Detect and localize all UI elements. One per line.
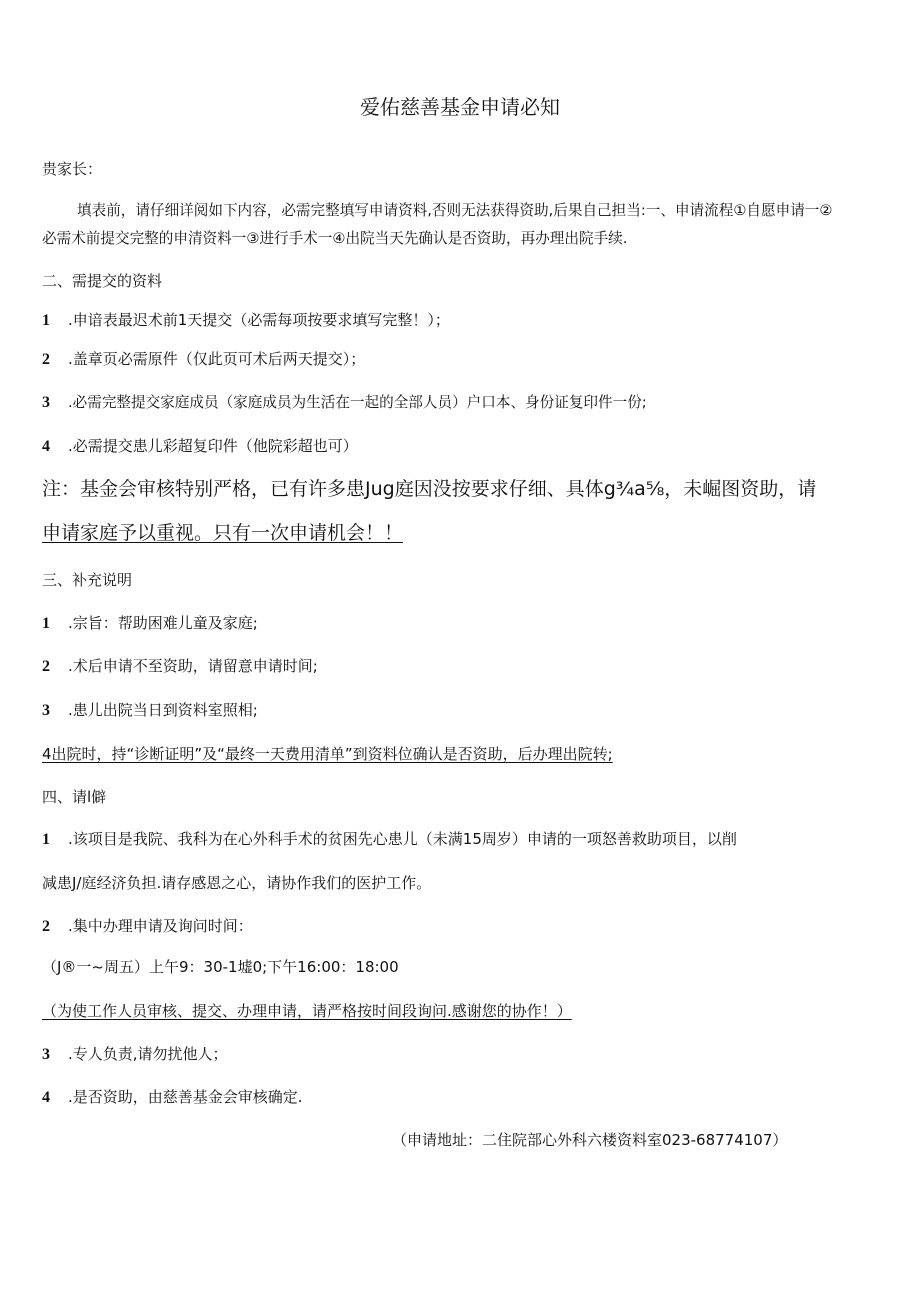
item-text: .患儿出院当日到资料室照相; — [68, 701, 258, 719]
item-text: .该项目是我院、我科为在心外科手术的贫困先心患儿（未满15周岁）申请的一项怒善救助项目，以削 — [68, 830, 737, 848]
section4-item-1-cont: 减患J/庭经济负担.请存感恩之心，请协作我们的医护工作。 — [42, 874, 432, 892]
salutation: 贵家长： — [42, 160, 103, 178]
office-hours: （J®一~周五）上午9：30-1墟0;下午16:00：18:00 — [42, 958, 399, 976]
item-number: 3 — [42, 394, 50, 411]
item-text: .集中办理申请及询问时间： — [68, 917, 253, 935]
item-number: 3 — [42, 1046, 50, 1063]
item-number: 1 — [42, 312, 50, 329]
item-text: .盖章页必需原件（仅此页可术后两天提交）； — [68, 350, 366, 368]
section2-heading: 二、需提交的资料 — [42, 272, 163, 290]
item-text: .宗旨：帮助困难儿童及家庭; — [68, 614, 258, 632]
section3-item-4: 4出院时，持“诊断证明”及“最终一天费用清单”到资料位确认是否资助，后办理出院转; — [42, 745, 613, 763]
section3-item-2 — [42, 656, 318, 677]
section2-item-2 — [42, 349, 365, 370]
section2-item-4 — [42, 436, 358, 457]
item-text: .术后申请不至资助，请留意申请时间; — [68, 657, 318, 675]
section4-heading: 四、请l僻 — [42, 788, 107, 806]
item-number: 4 — [42, 438, 50, 455]
section3-item-1 — [42, 613, 258, 634]
section4-item-1 — [42, 829, 737, 850]
item-text: .专人负责,请勿扰他人； — [68, 1045, 228, 1063]
section4-item-4 — [42, 1087, 303, 1108]
office-hours-note: （为使工作人员审核、提交、办理申请，请严格按时间段询问.感谢您的协作！） — [42, 1002, 572, 1020]
section2-item-1 — [42, 310, 450, 331]
item-number: 4 — [42, 1089, 50, 1106]
item-number: 1 — [42, 831, 50, 848]
section4-item-2 — [42, 916, 253, 937]
notice-line-2: 申请家庭予以重视。只有一次申请机会！！ — [42, 522, 404, 544]
item-text: .必需提交患儿彩超复印件（他院彩超也可） — [68, 437, 358, 455]
section3-heading: 三、补充说明 — [42, 571, 133, 589]
item-text: .是否资助，由慈善基金会审核确定. — [68, 1088, 303, 1106]
section4-item-3 — [42, 1044, 228, 1065]
item-number: 1 — [42, 615, 50, 632]
page-title: 爱佑慈善基金申请必知 — [360, 95, 560, 119]
intro-line-1: 填表前，请仔细详阅如下内容，必需完整填写申请资料,否则无法获得资助,后果自己担当:一、申请流程①自愿申请一② — [77, 202, 833, 219]
notice-line-1: 注：基金会审核特别严格，已有许多患Jug庭因没按要求仔细、具体g¾a⅝，未崛图资助，请 — [42, 478, 817, 500]
intro-line-2: 必需术前提交完整的申清资料一③进行手术一④出院当天先确认是否资助，再办理出院手续. — [42, 230, 628, 247]
item-number: 3 — [42, 702, 50, 719]
section2-item-3 — [42, 393, 647, 413]
section3-item-3 — [42, 700, 258, 721]
application-address: （申请地址：二住院部心外科六楼资料室023-68774107） — [392, 1131, 788, 1149]
item-text: .必需完整提交家庭成员（家庭成员为生活在一起的全部人员）户口本、身份证复印件一份; — [68, 394, 647, 411]
item-number: 2 — [42, 918, 50, 935]
item-text: .申谙表最迟术前1天提交（必需每项按要求填写完整！）； — [68, 311, 450, 329]
item-number: 2 — [42, 351, 50, 368]
item-number: 2 — [42, 658, 50, 675]
